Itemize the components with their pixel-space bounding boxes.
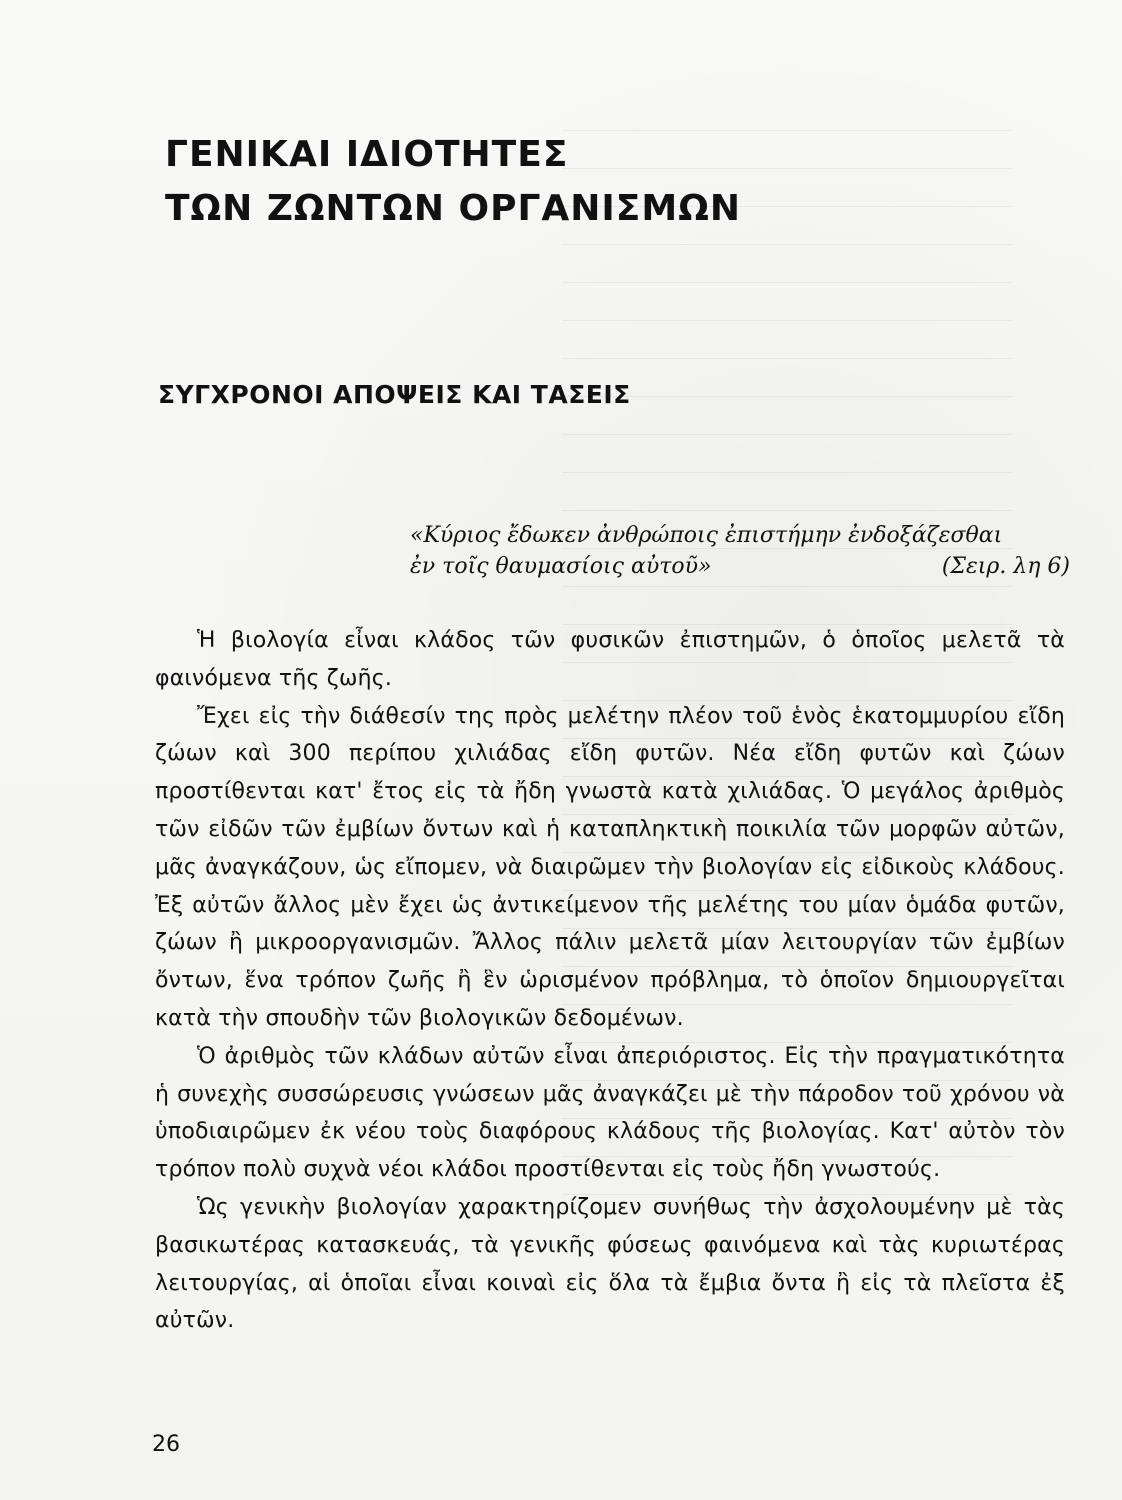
chapter-title-line-2: ΤΩΝ ΖΩΝΤΩΝ ΟΡΓΑΝΙΣΜΩΝ xyxy=(165,188,741,229)
epigraph-text-2: ἐν τοῖς θαυμασίοις αὐτοῦ» xyxy=(410,554,712,579)
body-text xyxy=(155,622,1065,1340)
paragraph: Ἡ βιολογία εἶναι κλάδος τῶν φυσικῶν ἐπιστημῶν, ὁ ὁποῖος μελετᾶ τὰ φαινόμενα τῆς ζωῆς. xyxy=(155,628,1065,691)
section-heading: ΣΥΓΧΡΟΝΟΙ ΑΠΟΨΕΙΣ ΚΑΙ ΤΑΣΕΙΣ xyxy=(158,380,631,409)
chapter-title-line-1: ΓΕΝΙΚΑΙ ΙΔΙΟΤΗΤΕΣ xyxy=(165,134,569,175)
paragraph: Ὡς γενικὴν βιολογίαν χαρακτηρίζομεν συνήθως τὴν ἀσχολουμένην μὲ τὰς βασικωτέρας κατασκευάς, τὰ γενικῆς φύσεως φαινόμενα καὶ τὰς κυριωτέρας λειτουργίας, αἱ ὁποῖαι εἶναι κοιναὶ εἰς ὅλα τὰ ἔμβια ὄντα ἢ εἰς τὰ πλεῖστα ἐξ αὐτῶν. xyxy=(155,1194,1065,1334)
chapter-title xyxy=(165,128,865,236)
page-number: 26 xyxy=(152,1432,180,1457)
epigraph-text-1: «Κύριος ἔδωκεν ἀνθρώποις ἐπιστήμην ἐνδοξάζεσθαι xyxy=(410,523,1003,548)
paragraph: Ὁ ἀριθμὸς τῶν κλάδων αὐτῶν εἶναι ἀπεριόριστος. Εἰς τὴν πραγματικότητα ἡ συνεχὴς συσσώρευσις γνώσεων μᾶς ἀναγκάζει μὲ τὴν πάροδον τοῦ χρόνου νὰ ὑποδιαιρῶμεν ἐκ νέου τοὺς διαφόρους κλάδους τῆς βιολογίας. Κατ' αὐτὸν τὸν τρόπον πολὺ συχνὰ νέοι κλάδοι προστίθενται εἰς τοὺς ἤδη γνωστούς. xyxy=(155,1043,1065,1183)
epigraph xyxy=(410,520,1070,582)
epigraph-source: (Σειρ. λη 6) xyxy=(941,554,1070,579)
epigraph-line-1 xyxy=(410,520,1070,551)
paragraph: Ἔχει εἰς τὴν διάθεσίν της πρὸς μελέτην πλέον τοῦ ἑνὸς ἑκατομμυρίου εἴδη ζώων καὶ 300 περίπου χιλιάδας εἴδη φυτῶν. Νέα εἴδη φυτῶν καὶ ζώων προστίθενται κατ' ἔτος εἰς τὰ ἤδη γνωστὰ κατὰ χιλιάδας. Ὁ μεγάλος ἀριθμὸς τῶν εἰδῶν τῶν ἐμβίων ὄντων καὶ ἡ καταπληκτικὴ ποικιλία τῶν μορφῶν αὐτῶν, μᾶς ἀναγκάζουν, ὡς εἴπομεν, νὰ διαιρῶμεν τὴν βιολογίαν εἰς εἰδικοὺς κλάδους. Ἐξ αὐτῶν ἄλλος μὲν ἔχει ὡς ἀντικείμενον τῆς μελέτης του μίαν ὁμάδα φυτῶν, ζώων ἢ μικροοργανισμῶν. Ἄλλος πάλιν μελετᾶ μίαν λειτουργίαν τῶν ἐμβίων ὄντων, ἕνα τρόπον ζωῆς ἢ ἓν ὡρισμένον πρόβλημα, τὸ ὁποῖον δημιουργεῖται κατὰ τὴν σπουδὴν τῶν βιολογικῶν δεδομένων. xyxy=(155,703,1065,1031)
epigraph-line-2 xyxy=(410,551,1070,582)
